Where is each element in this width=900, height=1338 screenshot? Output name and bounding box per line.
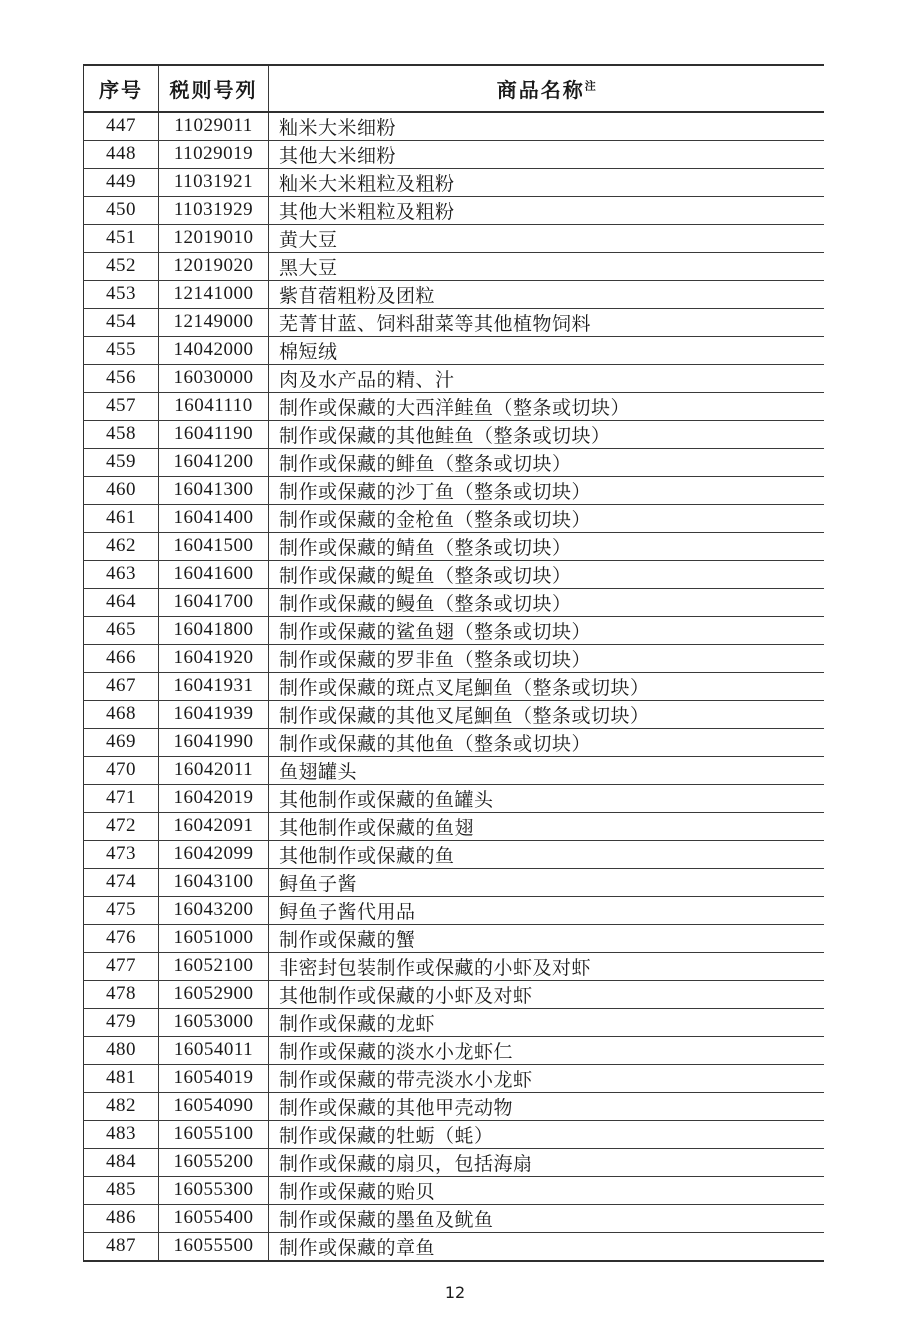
row-tariff-code: 16042019	[159, 784, 269, 812]
row-product-name: 制作或保藏的斑点叉尾鮰鱼（整条或切块）	[269, 672, 824, 700]
table-row	[84, 560, 824, 588]
row-tariff-code: 16030000	[159, 364, 269, 392]
table-row	[84, 616, 824, 644]
table-row	[84, 644, 824, 672]
row-serial-number: 469	[84, 728, 159, 756]
row-tariff-code: 16055500	[159, 1232, 269, 1261]
row-serial-number: 468	[84, 700, 159, 728]
table-row	[84, 112, 824, 141]
table-row	[84, 504, 824, 532]
row-serial-number: 472	[84, 812, 159, 840]
row-tariff-code: 16053000	[159, 1008, 269, 1036]
row-tariff-code: 16052100	[159, 952, 269, 980]
row-tariff-code: 12141000	[159, 280, 269, 308]
row-serial-number: 461	[84, 504, 159, 532]
row-product-name: 制作或保藏的墨鱼及鱿鱼	[269, 1204, 824, 1232]
row-serial-number: 487	[84, 1232, 159, 1261]
row-product-name: 其他大米粗粒及粗粉	[269, 196, 824, 224]
table-row	[84, 840, 824, 868]
row-serial-number: 464	[84, 588, 159, 616]
row-serial-number: 453	[84, 280, 159, 308]
table-row	[84, 1176, 824, 1204]
table-row	[84, 448, 824, 476]
row-tariff-code: 12019020	[159, 252, 269, 280]
row-product-name: 制作或保藏的鲱鱼（整条或切块）	[269, 448, 824, 476]
row-serial-number: 450	[84, 196, 159, 224]
row-serial-number: 458	[84, 420, 159, 448]
row-serial-number: 459	[84, 448, 159, 476]
row-tariff-code: 11029011	[159, 112, 269, 141]
row-tariff-code: 16041110	[159, 392, 269, 420]
row-product-name: 黑大豆	[269, 252, 824, 280]
table-row	[84, 168, 824, 196]
row-serial-number: 485	[84, 1176, 159, 1204]
table-row	[84, 280, 824, 308]
table-row	[84, 224, 824, 252]
row-product-name: 制作或保藏的沙丁鱼（整条或切块）	[269, 476, 824, 504]
row-tariff-code: 16042099	[159, 840, 269, 868]
table-row	[84, 980, 824, 1008]
row-tariff-code: 12019010	[159, 224, 269, 252]
table-row	[84, 924, 824, 952]
row-serial-number: 475	[84, 896, 159, 924]
table-row	[84, 784, 824, 812]
row-product-name: 制作或保藏的鳀鱼（整条或切块）	[269, 560, 824, 588]
table-row	[84, 700, 824, 728]
row-serial-number: 481	[84, 1064, 159, 1092]
row-serial-number: 455	[84, 336, 159, 364]
row-product-name: 制作或保藏的其他鱼（整条或切块）	[269, 728, 824, 756]
header-product-name	[269, 65, 824, 112]
table-row	[84, 952, 824, 980]
row-serial-number: 470	[84, 756, 159, 784]
header-tariff-code: 税则号列	[159, 65, 269, 112]
table-row	[84, 896, 824, 924]
row-serial-number: 462	[84, 532, 159, 560]
row-product-name: 制作或保藏的蟹	[269, 924, 824, 952]
row-product-name: 制作或保藏的鲭鱼（整条或切块）	[269, 532, 824, 560]
row-serial-number: 463	[84, 560, 159, 588]
table-row	[84, 420, 824, 448]
row-tariff-code: 11031921	[159, 168, 269, 196]
row-tariff-code: 16041300	[159, 476, 269, 504]
row-product-name: 制作或保藏的金枪鱼（整条或切块）	[269, 504, 824, 532]
row-tariff-code: 16051000	[159, 924, 269, 952]
row-product-name: 制作或保藏的淡水小龙虾仁	[269, 1036, 824, 1064]
table-row	[84, 1232, 824, 1261]
row-serial-number: 476	[84, 924, 159, 952]
row-serial-number: 473	[84, 840, 159, 868]
table-row	[84, 1092, 824, 1120]
row-tariff-code: 16041400	[159, 504, 269, 532]
row-serial-number: 457	[84, 392, 159, 420]
row-product-name: 鱼翅罐头	[269, 756, 824, 784]
row-tariff-code: 16041920	[159, 644, 269, 672]
row-tariff-code: 16041931	[159, 672, 269, 700]
row-tariff-code: 16054019	[159, 1064, 269, 1092]
table-row	[84, 1148, 824, 1176]
row-serial-number: 452	[84, 252, 159, 280]
row-product-name: 制作或保藏的其他叉尾鮰鱼（整条或切块）	[269, 700, 824, 728]
row-product-name: 制作或保藏的大西洋鲑鱼（整条或切块）	[269, 392, 824, 420]
row-product-name: 黄大豆	[269, 224, 824, 252]
row-product-name: 制作或保藏的带壳淡水小龙虾	[269, 1064, 824, 1092]
header-note-superscript: 注	[584, 80, 596, 93]
table-row	[84, 476, 824, 504]
table-row	[84, 868, 824, 896]
row-product-name: 紫苜蓿粗粉及团粒	[269, 280, 824, 308]
tariff-table-body	[84, 112, 824, 1261]
row-tariff-code: 16042011	[159, 756, 269, 784]
row-serial-number: 460	[84, 476, 159, 504]
tariff-table-header	[84, 65, 824, 112]
row-product-name: 其他制作或保藏的鱼罐头	[269, 784, 824, 812]
row-tariff-code: 16055300	[159, 1176, 269, 1204]
row-tariff-code: 14042000	[159, 336, 269, 364]
row-product-name: 其他制作或保藏的小虾及对虾	[269, 980, 824, 1008]
row-tariff-code: 11031929	[159, 196, 269, 224]
header-product-name-text: 商品名称	[496, 79, 585, 102]
row-product-name: 其他大米细粉	[269, 140, 824, 168]
row-tariff-code: 16041800	[159, 616, 269, 644]
row-product-name: 制作或保藏的鳗鱼（整条或切块）	[269, 588, 824, 616]
row-product-name: 制作或保藏的其他鲑鱼（整条或切块）	[269, 420, 824, 448]
row-tariff-code: 11029019	[159, 140, 269, 168]
row-product-name: 鲟鱼子酱代用品	[269, 896, 824, 924]
row-serial-number: 478	[84, 980, 159, 1008]
row-serial-number: 482	[84, 1092, 159, 1120]
row-tariff-code: 16041939	[159, 700, 269, 728]
row-product-name: 制作或保藏的牡蛎（蚝）	[269, 1120, 824, 1148]
row-product-name: 非密封包装制作或保藏的小虾及对虾	[269, 952, 824, 980]
row-tariff-code: 16043100	[159, 868, 269, 896]
row-tariff-code: 16052900	[159, 980, 269, 1008]
row-serial-number: 486	[84, 1204, 159, 1232]
row-product-name: 制作或保藏的鲨鱼翅（整条或切块）	[269, 616, 824, 644]
row-serial-number: 451	[84, 224, 159, 252]
row-tariff-code: 16041600	[159, 560, 269, 588]
row-serial-number: 480	[84, 1036, 159, 1064]
table-row	[84, 1036, 824, 1064]
table-row	[84, 364, 824, 392]
row-tariff-code: 16055100	[159, 1120, 269, 1148]
row-product-name: 籼米大米粗粒及粗粉	[269, 168, 824, 196]
table-row	[84, 1120, 824, 1148]
row-product-name: 棉短绒	[269, 336, 824, 364]
row-serial-number: 448	[84, 140, 159, 168]
table-row	[84, 196, 824, 224]
tariff-table	[83, 64, 824, 1262]
table-row	[84, 392, 824, 420]
row-serial-number: 449	[84, 168, 159, 196]
row-serial-number: 454	[84, 308, 159, 336]
row-serial-number: 466	[84, 644, 159, 672]
row-serial-number: 484	[84, 1148, 159, 1176]
row-product-name: 制作或保藏的章鱼	[269, 1232, 824, 1261]
table-row	[84, 756, 824, 784]
row-tariff-code: 16055400	[159, 1204, 269, 1232]
row-tariff-code: 16041200	[159, 448, 269, 476]
row-product-name: 鲟鱼子酱	[269, 868, 824, 896]
row-product-name: 制作或保藏的贻贝	[269, 1176, 824, 1204]
row-product-name: 其他制作或保藏的鱼翅	[269, 812, 824, 840]
table-row	[84, 1008, 824, 1036]
table-row	[84, 252, 824, 280]
row-product-name: 制作或保藏的扇贝，包括海扇	[269, 1148, 824, 1176]
row-product-name: 制作或保藏的罗非鱼（整条或切块）	[269, 644, 824, 672]
row-tariff-code: 16041500	[159, 532, 269, 560]
row-product-name: 制作或保藏的其他甲壳动物	[269, 1092, 824, 1120]
row-product-name: 其他制作或保藏的鱼	[269, 840, 824, 868]
table-row	[84, 308, 824, 336]
table-row	[84, 1064, 824, 1092]
table-row	[84, 672, 824, 700]
row-product-name: 肉及水产品的精、汁	[269, 364, 824, 392]
row-product-name: 制作或保藏的龙虾	[269, 1008, 824, 1036]
row-serial-number: 479	[84, 1008, 159, 1036]
row-tariff-code: 16042091	[159, 812, 269, 840]
row-serial-number: 483	[84, 1120, 159, 1148]
table-row	[84, 812, 824, 840]
row-serial-number: 465	[84, 616, 159, 644]
row-tariff-code: 16055200	[159, 1148, 269, 1176]
table-row	[84, 728, 824, 756]
row-serial-number: 471	[84, 784, 159, 812]
table-row	[84, 140, 824, 168]
table-row	[84, 588, 824, 616]
table-row	[84, 532, 824, 560]
row-tariff-code: 16041190	[159, 420, 269, 448]
page-number: 12	[444, 1283, 466, 1302]
header-serial-number: 序号	[84, 65, 159, 112]
row-tariff-code: 16054090	[159, 1092, 269, 1120]
table-row	[84, 1204, 824, 1232]
row-serial-number: 477	[84, 952, 159, 980]
row-serial-number: 456	[84, 364, 159, 392]
row-serial-number: 474	[84, 868, 159, 896]
row-tariff-code: 16041990	[159, 728, 269, 756]
row-tariff-code: 16054011	[159, 1036, 269, 1064]
row-product-name: 芜菁甘蓝、饲料甜菜等其他植物饲料	[269, 308, 824, 336]
row-serial-number: 467	[84, 672, 159, 700]
row-serial-number: 447	[84, 112, 159, 141]
row-product-name: 籼米大米细粉	[269, 112, 824, 141]
table-row	[84, 336, 824, 364]
row-tariff-code: 12149000	[159, 308, 269, 336]
header-row	[84, 65, 824, 112]
row-tariff-code: 16043200	[159, 896, 269, 924]
row-tariff-code: 16041700	[159, 588, 269, 616]
